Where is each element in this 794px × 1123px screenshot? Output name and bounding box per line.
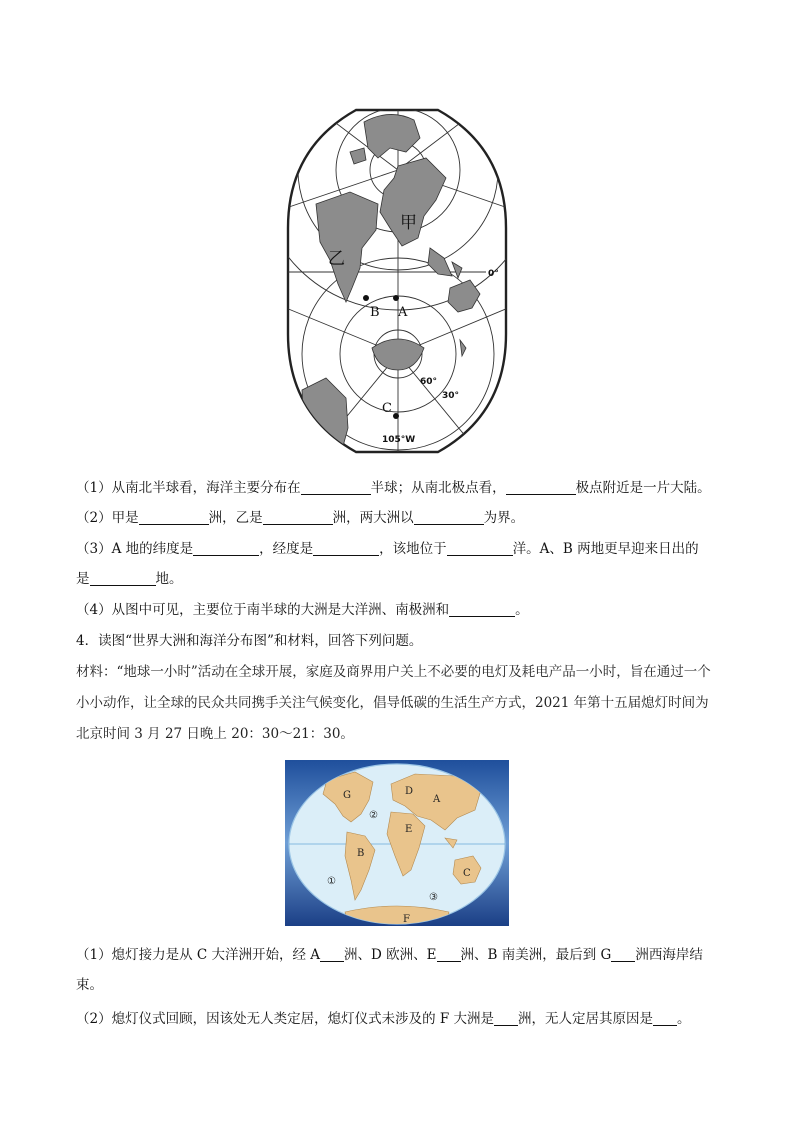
answer-blank[interactable] [301, 480, 371, 495]
answer-blank[interactable] [193, 541, 259, 556]
label-jia: 甲 [400, 213, 417, 233]
q4-material-line1: 材料：“地球一小时”活动在全球开展，家庭及商界用户关上不必要的电灯及耗电产品一小时，旨在通过一个 [76, 664, 711, 680]
q4-material-line3: 北京时间 3 月 27 日晚上 20：30～21：30。 [76, 726, 354, 742]
label-lon-105w: 105°W [382, 435, 416, 445]
answer-blank[interactable] [313, 541, 379, 556]
point-a [393, 295, 399, 301]
label-ocean-1: ① [327, 876, 336, 887]
q3-sub4: （4）从图中可见，主要位于南半球的大洲是大洋洲、南极洲和 。 [76, 602, 529, 618]
answer-blank[interactable] [90, 571, 156, 586]
point-b [363, 295, 369, 301]
label-d: D [405, 786, 414, 797]
q3-sub3: （3）A 地的纬度是 ，经度是 ，该地位于 洋。A、B 两地更早迎来日出的 [76, 541, 699, 557]
answer-blank[interactable] [437, 947, 461, 962]
label-b: B [370, 305, 380, 320]
label-ocean-3: ③ [429, 892, 438, 903]
label-c: C [463, 868, 471, 879]
label-a: A [398, 305, 408, 320]
label-lat-30: 30° [442, 391, 460, 401]
answer-blank[interactable] [320, 947, 344, 962]
q4-material-line2: 小小动作，让全球的民众共同携手关注气候变化，倡导低碳的生活生产方式，2021 年第十五届熄灯时间为 [76, 695, 709, 711]
label-lat-0: 0° [488, 269, 499, 279]
q3-sub2: （2）甲是 洲，乙是 洲，两大洲以 为界。 [76, 510, 525, 526]
answer-blank[interactable] [447, 541, 513, 556]
label-b: B [357, 848, 365, 859]
answer-blank[interactable] [653, 1011, 677, 1026]
point-c [393, 413, 399, 419]
q4-sub2: （2）熄灯仪式回顾，因该处无人类定居，熄灯仪式未涉及的 F 大洲是 洲，无人定居其原因是 。 [76, 1011, 691, 1027]
answer-blank[interactable] [263, 510, 333, 525]
q4-heading: 4．读图“世界大洲和海洋分布图”和材料，回答下列问题。 [76, 633, 423, 649]
q4-sub1-cont: 束。 [76, 977, 103, 993]
label-c: C [382, 401, 392, 416]
label-lat-60: 60° [420, 377, 438, 387]
label-f: F [403, 914, 410, 925]
answer-blank[interactable] [139, 510, 209, 525]
label-ocean-2: ② [369, 810, 378, 821]
q3-sub3-cont: 是 地。 [76, 571, 183, 587]
answer-blank[interactable] [494, 1011, 518, 1026]
label-yi: 乙 [328, 249, 345, 269]
world-continents-map [285, 760, 509, 926]
label-a: A [433, 794, 441, 805]
q3-sub1: （1）从南北半球看，海洋主要分布在 半球；从南北极点看， 极点附近是一片大陆。 [76, 480, 711, 496]
label-g: G [343, 790, 351, 801]
q4-sub1: （1）熄灯接力是从 C 大洋洲开始，经 A 洲、D 欧洲、E 洲、B 南美洲，最后到 G 洲西海岸结 [76, 947, 703, 963]
answer-blank[interactable] [449, 602, 515, 617]
answer-blank[interactable] [414, 510, 484, 525]
answer-blank[interactable] [506, 480, 576, 495]
polar-projection-map [286, 108, 508, 454]
label-e: E [405, 824, 413, 835]
answer-blank[interactable] [611, 947, 635, 962]
